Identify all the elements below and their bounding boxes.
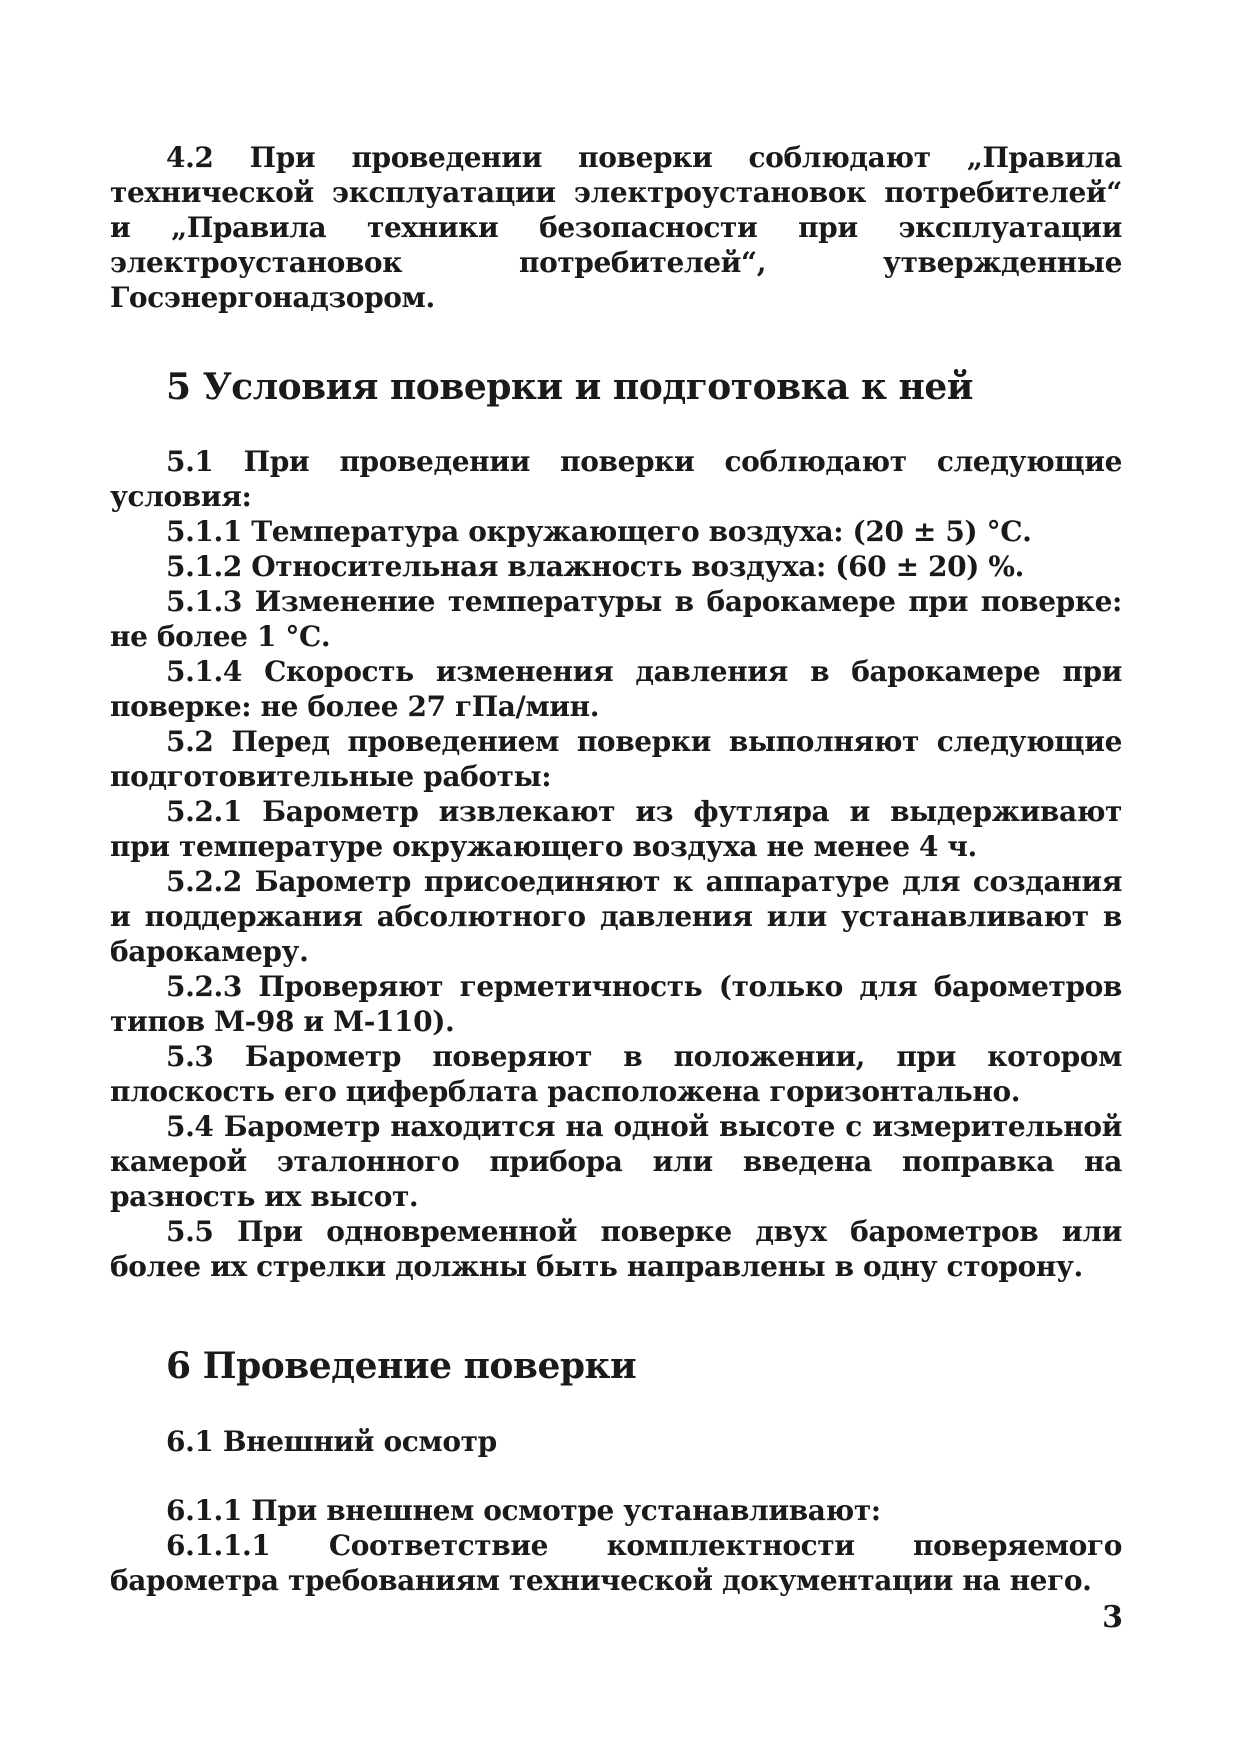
paragraph-4-2: 4.2 При проведении поверки соблюдают „Правила технической эксплуатации электроустановок потребителей“ и „Правила техники безопасности при эксплуатации электроустановок потребителей“, утвержденные Госэнергонадзором.: [110, 141, 1122, 314]
paragraph-5-5: 5.5 При одновременной поверке двух барометров или более их стрелки должны быть направлены в одну сторону.: [110, 1215, 1122, 1283]
paragraph-5-2: 5.2 Перед проведением поверки выполняют следующие подготовительные работы:: [110, 725, 1122, 793]
page-number: 3: [1102, 1600, 1123, 1635]
paragraph-5-4: 5.4 Барометр находится на одной высоте с измерительной камерой эталонного прибора или введена поправка на разность их высот.: [110, 1110, 1122, 1213]
paragraph-5-3: 5.3 Барометр поверяют в положении, при котором плоскость его циферблата расположена горизонтально.: [110, 1040, 1122, 1108]
paragraph-5-2-3: 5.2.3 Проверяют герметичность (только для барометров типов М-98 и М-110).: [110, 970, 1122, 1038]
paragraph-6-1-1-1: 6.1.1.1 Соответствие комплектности поверяемого барометра требованиям технической документации на него.: [110, 1529, 1122, 1597]
paragraph-5-1-3: 5.1.3 Изменение температуры в барокамере при поверке: не более 1 °С.: [110, 585, 1122, 653]
paragraph-5-1: 5.1 При проведении поверки соблюдают следующие условия:: [110, 445, 1122, 513]
paragraph-5-1-2: 5.1.2 Относительная влажность воздуха: (60 ± 20) %.: [166, 550, 1024, 583]
paragraph-5-2-1: 5.2.1 Барометр извлекают из футляра и выдерживают при температуре окружающего воздуха не менее 4 ч.: [110, 795, 1122, 863]
paragraph-6-1-1: 6.1.1 При внешнем осмотре устанавливают:: [166, 1494, 881, 1527]
paragraph-5-1-1: 5.1.1 Температура окружающего воздуха: (20 ± 5) °С.: [166, 515, 1032, 548]
paragraph-5-2-2: 5.2.2 Барометр присоединяют к аппаратуре для создания и поддержания абсолютного давления или устанавливают в барокамеру.: [110, 865, 1122, 968]
paragraph-5-1-4: 5.1.4 Скорость изменения давления в барокамере при поверке: не более 27 гПа/мин.: [110, 655, 1122, 723]
subsection-6-1-heading: 6.1 Внешний осмотр: [166, 1425, 497, 1458]
section-5-heading: 5 Условия поверки и подготовка к ней: [166, 366, 973, 408]
section-6-heading: 6 Проведение поверки: [166, 1345, 637, 1387]
page-content: [110, 140, 1122, 1598]
